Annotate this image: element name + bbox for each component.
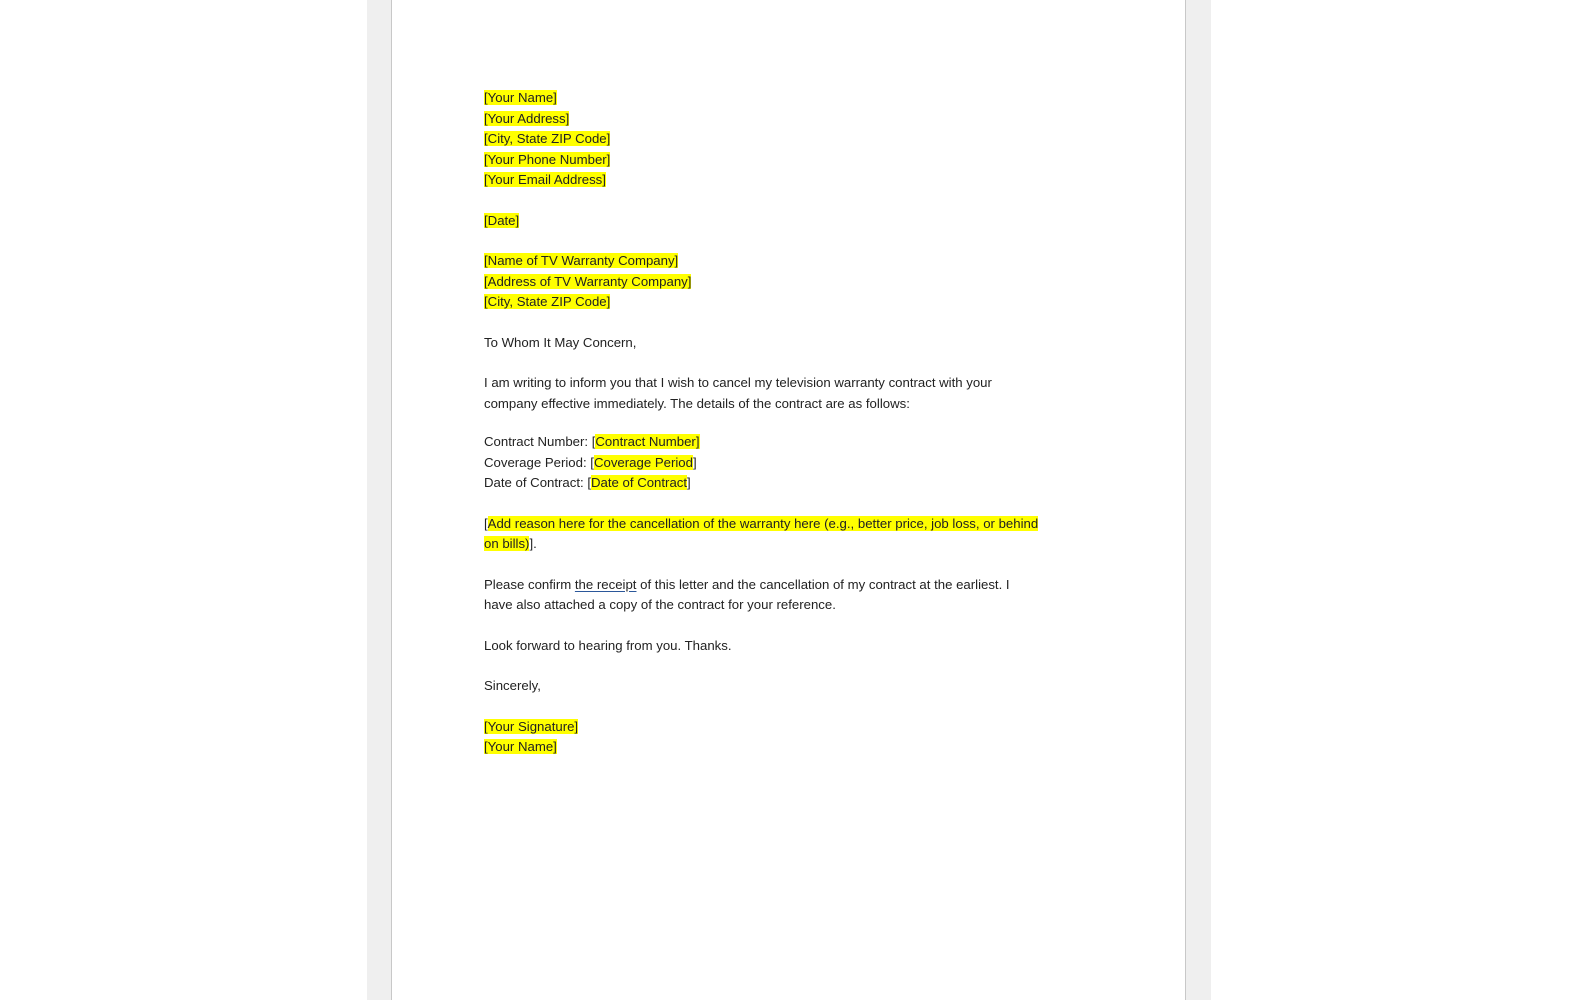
sender-email[interactable]: [Your Email Address] [484,172,606,187]
contract-number-row [484,432,1114,453]
confirm-paragraph [484,575,1114,616]
coverage-period-value[interactable]: Coverage Period [593,454,693,470]
intro-line-1[interactable]: I am writing to inform you that I wish to cancel my television warranty contract with your [484,375,992,390]
date-of-contract-value[interactable]: Date of Contract [591,475,688,490]
reason-open-bracket: [ [484,515,488,531]
bracket-close: ] [687,475,691,490]
reason-paragraph [484,514,1114,555]
signoff[interactable]: Sincerely, [484,678,541,693]
intro-line-2[interactable]: company effective immediately. The details of the contract are as follows: [484,395,910,411]
sender-address[interactable]: [Your Address] [484,110,570,126]
date-of-contract-row [484,473,1114,494]
recipient-address[interactable]: [Address of TV Warranty Company] [484,273,692,289]
salutation[interactable]: To Whom It May Concern, [484,334,637,350]
date-block [484,211,1114,232]
sender-block [484,88,1114,191]
reason-line-2[interactable]: on bills) [484,536,530,551]
confirm-part-1[interactable]: Please confirm [484,576,575,592]
reason-line-1[interactable]: Add reason here for the cancellation of the warranty here (e.g., better price, job loss, or behind [487,515,1039,531]
recipient-name[interactable]: [Name of TV Warranty Company] [484,253,679,268]
sender-city-state-zip[interactable]: [City, State ZIP Code] [484,131,611,146]
letter-page [391,0,1186,1000]
recipient-block [484,251,1114,313]
bracket-close: ] [695,434,700,449]
signature-name[interactable]: [Your Name] [484,739,557,754]
bracket-close: ] [692,454,697,470]
signature-placeholder[interactable]: [Your Signature] [484,718,579,734]
letter-date[interactable]: [Date] [484,212,520,228]
signature-block [484,717,1114,758]
reason-close: ]. [529,536,537,551]
intro-paragraph [484,373,1114,414]
contract-number-label[interactable]: Contract Number: [ [484,434,596,449]
letter-content [484,88,1114,758]
confirm-line-2[interactable]: have also attached a copy of the contract for your reference. [484,597,836,612]
contract-details [484,432,1114,494]
contract-number-value[interactable]: Contract Number [595,434,696,449]
coverage-period-row [484,453,1114,474]
recipient-city-state-zip[interactable]: [City, State ZIP Code] [484,294,611,309]
closing-line[interactable]: Look forward to hearing from you. Thanks. [484,637,732,653]
date-of-contract-label[interactable]: Date of Contract: [ [484,475,592,490]
the-receipt-underlined[interactable]: the receipt [574,576,637,592]
coverage-period-label[interactable]: Coverage Period: [ [484,454,594,470]
sender-name[interactable]: [Your Name] [484,90,557,105]
sender-phone[interactable]: [Your Phone Number] [484,151,611,167]
confirm-part-2[interactable]: of this letter and the cancellation of my contract at the earliest. I [636,576,1010,592]
